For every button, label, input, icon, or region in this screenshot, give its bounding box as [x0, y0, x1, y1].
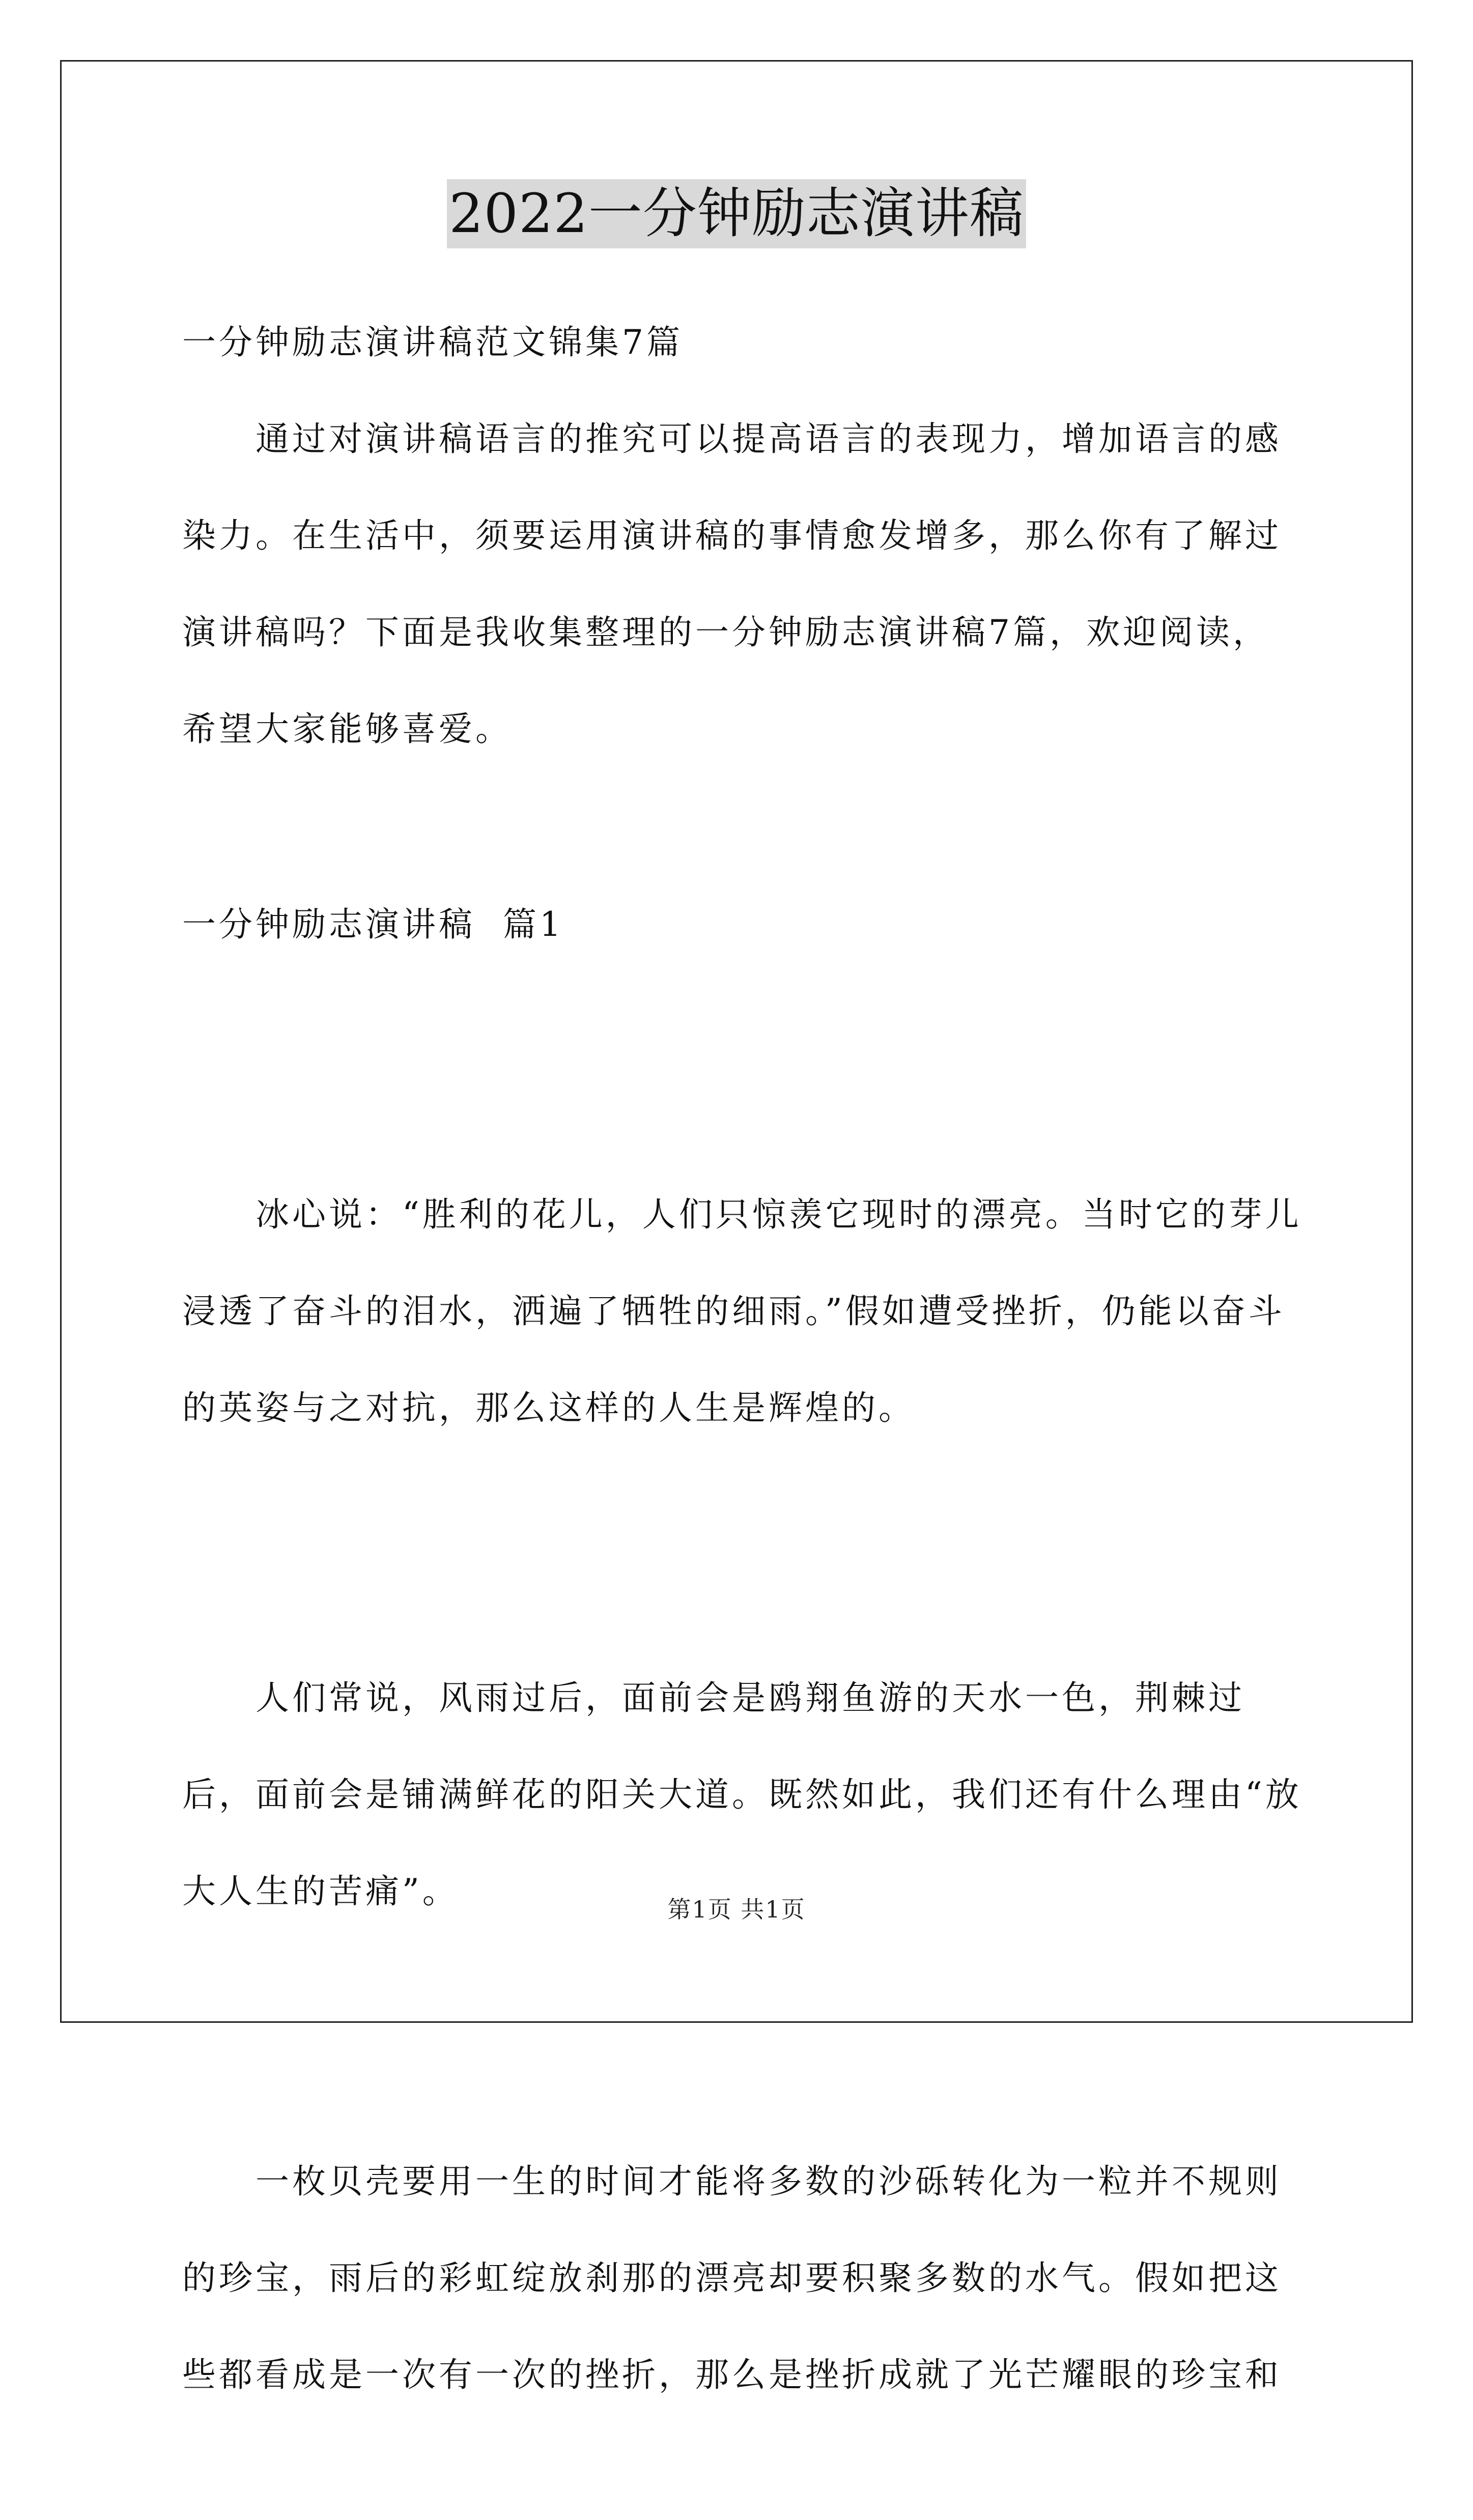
page-footer: 第1页 共1页 [667, 1896, 806, 1923]
intro-paragraph: 通过对演讲稿语言的推究可以提高语言的表现力，增加语言的感染力。在生活中，须要运用演讲稿的事情愈发增多，那么你有了解过演讲稿吗？下面是我收集整理的一分钟励志演讲稿7篇，欢迎阅读，希望大家能够喜爱。 [182, 419, 1282, 749]
body-paragraph: 冰心说：“胜利的花儿，人们只惊羡它现时的漂亮。当时它的芽儿浸透了奋斗的泪水，洒遍了牺牲的细雨。”假如遭受挫折，仍能以奋斗的英姿与之对抗，那么这样的人生是辉煌的。 [182, 1195, 1302, 1427]
document-title: 2022一分钟励志演讲稿 [447, 179, 1026, 248]
section-body [182, 973, 1302, 2520]
title-container [0, 179, 1473, 248]
document-subtitle: 一分钟励志演讲稿范文锦集7篇 [182, 323, 683, 362]
body-paragraph: 一枚贝壳要用一生的时间才能将多数的沙砾转化为一粒并不规则的珍宝，雨后的彩虹绽放刹那的漂亮却要积聚多数的水气。假如把这些都看成是一次有一次的挫折，那么是挫折成就了光芒耀眼的珍宝和 [182, 2162, 1282, 2394]
section-heading: 一分钟励志演讲稿 篇1 [182, 905, 564, 944]
body-paragraph: 人们常说，风雨过后，面前会是鸥翔鱼游的天水一色，荆棘过后，面前会是铺满鲜花的阳关大道。既然如此，我们还有什么理由“放大人生的苦痛”。 [182, 1678, 1302, 1911]
